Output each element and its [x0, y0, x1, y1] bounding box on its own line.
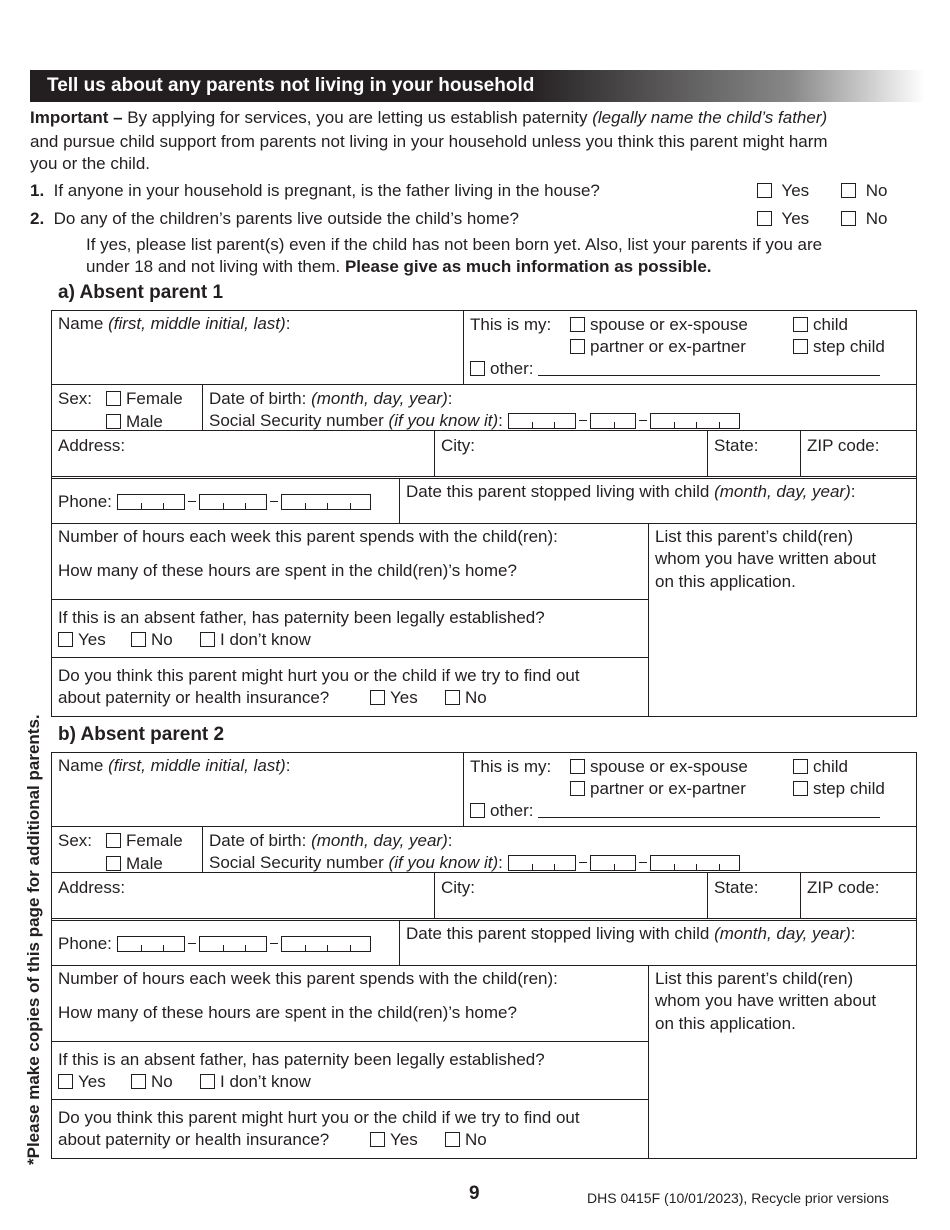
field-hint: (first, middle initial, last): [108, 756, 286, 775]
instructions-line-2: [86, 256, 712, 278]
rel-spouse-checkbox[interactable]: [570, 759, 585, 774]
side-note: *Please make copies of this page for additional parents.: [24, 714, 43, 1165]
hurt-no-option[interactable]: [445, 1129, 487, 1151]
rel-step-option[interactable]: [793, 336, 885, 358]
option-label: No: [151, 1072, 173, 1091]
hurt-no-checkbox[interactable]: [445, 690, 460, 705]
option-label: Female: [126, 389, 183, 408]
list-children-line-2: whom you have written about: [655, 549, 877, 568]
address-field[interactable]: Address:: [58, 878, 126, 897]
q2-yes-checkbox[interactable]: [757, 211, 772, 226]
other-input-line[interactable]: [538, 361, 880, 376]
rel-step-option[interactable]: [793, 778, 885, 800]
sex-label: Sex:: [58, 831, 93, 850]
intro-line-2: and pursue child support from parents not living in your household unless you think this parent might harm: [30, 132, 828, 151]
form-id: DHS 0415F (10/01/2023), Recycle prior versions: [587, 1190, 889, 1206]
field-colon: :: [447, 389, 453, 408]
intro-italic: (legally name the child’s father): [592, 108, 828, 127]
intro-text: By applying for services, you are letting us establish paternity: [122, 108, 593, 127]
no-label: No: [865, 181, 888, 200]
digit-boxes[interactable]: [508, 413, 576, 429]
intro-line-3: you or the child.: [30, 154, 151, 173]
option-label: other:: [490, 359, 534, 378]
paternity-unknown-checkbox[interactable]: [200, 1074, 215, 1089]
option-label: child: [813, 315, 848, 334]
parent-heading: a) Absent parent 1: [58, 282, 224, 303]
sex-male-option[interactable]: [106, 411, 163, 433]
hurt-yes-option[interactable]: [370, 687, 418, 709]
q1-no-checkbox[interactable]: [841, 183, 856, 198]
q1-no-option[interactable]: [841, 180, 887, 202]
no-label: No: [865, 209, 888, 228]
option-label: Female: [126, 831, 183, 850]
page-number: 9: [469, 1183, 480, 1204]
rel-spouse-option[interactable]: [570, 756, 748, 778]
hours-week-field[interactable]: Number of hours each week this parent spends with the child(ren):: [58, 969, 558, 988]
field-colon: :: [850, 482, 856, 501]
yes-label: Yes: [781, 209, 810, 228]
field-label: Date of birth:: [209, 389, 312, 408]
paternity-yes-checkbox[interactable]: [58, 632, 73, 647]
field-label: Phone:: [58, 492, 112, 511]
hurt-question-line-2: about paternity or health insurance?: [58, 688, 330, 707]
digit-boxes[interactable]: [117, 936, 185, 952]
list-children-line-1: List this parent’s child(ren): [655, 527, 854, 546]
ssn-field[interactable]: [209, 410, 740, 432]
option-label: spouse or ex-spouse: [590, 757, 748, 776]
option-label: spouse or ex-spouse: [590, 315, 748, 334]
section-header-bar: [30, 70, 925, 102]
hurt-yes-checkbox[interactable]: [370, 690, 385, 705]
field-label: Name: [58, 314, 109, 333]
city-field[interactable]: City:: [441, 436, 475, 455]
option-label: partner or ex-partner: [590, 779, 746, 798]
field-hint: (month, day, year): [311, 389, 448, 408]
digit-boxes[interactable]: [199, 494, 267, 510]
option-label: other:: [490, 801, 534, 820]
female-checkbox[interactable]: [106, 391, 121, 406]
option-label: Yes: [390, 1130, 418, 1149]
option-label: Yes: [390, 688, 418, 707]
female-checkbox[interactable]: [106, 833, 121, 848]
question-number: 1.: [30, 181, 45, 200]
field-hint: (month, day, year): [714, 924, 851, 943]
rel-spouse-checkbox[interactable]: [570, 317, 585, 332]
sex-female-option[interactable]: [106, 388, 183, 410]
sex-female-option[interactable]: [106, 830, 183, 852]
paternity-no-checkbox[interactable]: [131, 1074, 146, 1089]
field-colon: :: [498, 853, 503, 872]
q2-no-option[interactable]: [841, 208, 887, 230]
list-children-line-3: on this application.: [655, 572, 796, 591]
hurt-question-line-1: Do you think this parent might hurt you or the child if we try to find out: [58, 1108, 580, 1127]
option-label: Male: [126, 412, 163, 431]
rel-partner-option[interactable]: [570, 336, 746, 358]
other-input-line[interactable]: [538, 803, 880, 818]
male-checkbox[interactable]: [106, 856, 121, 871]
option-label: step child: [813, 337, 885, 356]
field-label: Date this parent stopped living with child: [406, 924, 715, 943]
digit-boxes[interactable]: [650, 413, 740, 429]
digit-boxes[interactable]: [590, 855, 636, 871]
hurt-question-line-1: Do you think this parent might hurt you or the child if we try to find out: [58, 666, 580, 685]
dob-field[interactable]: [209, 830, 452, 852]
option-label: I don’t know: [220, 1072, 311, 1091]
paternity-no-option[interactable]: [131, 629, 173, 651]
rel-other-option[interactable]: [470, 800, 880, 822]
hurt-no-checkbox[interactable]: [445, 1132, 460, 1147]
option-label: child: [813, 757, 848, 776]
rel-partner-checkbox[interactable]: [570, 339, 585, 354]
q1-yes-checkbox[interactable]: [757, 183, 772, 198]
option-label: Yes: [78, 1072, 106, 1091]
field-colon: :: [285, 314, 291, 333]
name-field[interactable]: [58, 313, 290, 335]
hurt-question-line-2: about paternity or health insurance?: [58, 1130, 330, 1149]
parent-heading: b) Absent parent 2: [58, 724, 225, 745]
field-label: Phone:: [58, 934, 112, 953]
option-label: I don’t know: [220, 630, 311, 649]
instructions-bold: Please give as much information as possible.: [344, 257, 712, 276]
field-hint: (month, day, year): [714, 482, 851, 501]
yes-label: Yes: [781, 181, 810, 200]
rel-partner-checkbox[interactable]: [570, 781, 585, 796]
list-children-line-3: on this application.: [655, 1014, 796, 1033]
question-2: [30, 208, 519, 230]
hurt-no-option[interactable]: [445, 687, 487, 709]
rel-step-checkbox[interactable]: [793, 339, 808, 354]
field-colon: :: [285, 756, 291, 775]
paternity-yes-option[interactable]: [58, 1071, 106, 1093]
field-colon: :: [850, 924, 856, 943]
field-hint: (if you know it): [388, 411, 499, 430]
field-hint: (month, day, year): [311, 831, 448, 850]
option-label: Male: [126, 854, 163, 873]
option-label: No: [465, 688, 487, 707]
paternity-unknown-option[interactable]: [200, 1071, 311, 1093]
paternity-no-option[interactable]: [131, 1071, 173, 1093]
phone-field[interactable]: [58, 491, 371, 513]
q1-yes-option[interactable]: [757, 180, 809, 202]
instructions-line-1: If yes, please list parent(s) even if the child has not been born yet. Also, list your parents if you are: [86, 235, 823, 254]
stopped-date-field[interactable]: [406, 923, 855, 945]
digit-boxes[interactable]: [508, 855, 576, 871]
hours-week-field[interactable]: Number of hours each week this parent spends with the child(ren):: [58, 527, 558, 546]
paternity-unknown-option[interactable]: [200, 629, 311, 651]
digit-boxes[interactable]: [281, 936, 371, 952]
digit-boxes[interactable]: [281, 494, 371, 510]
zip-field[interactable]: ZIP code:: [807, 878, 880, 897]
sex-male-option[interactable]: [106, 853, 163, 875]
hours-home-field[interactable]: How many of these hours are spent in the child(ren)’s home?: [58, 1003, 517, 1022]
question-number: 2.: [30, 209, 45, 228]
option-label: No: [151, 630, 173, 649]
question-text: Do any of the children’s parents live outside the child’s home?: [53, 209, 519, 228]
phone-field[interactable]: [58, 933, 371, 955]
rel-child-checkbox[interactable]: [793, 317, 808, 332]
rel-partner-option[interactable]: [570, 778, 746, 800]
dob-field[interactable]: [209, 388, 452, 410]
instructions-text: under 18 and not living with them.: [86, 257, 345, 276]
field-label: Date of birth:: [209, 831, 312, 850]
paternity-yes-option[interactable]: [58, 629, 106, 651]
state-field[interactable]: State:: [714, 436, 759, 455]
rel-other-option[interactable]: [470, 358, 880, 380]
rel-other-checkbox[interactable]: [470, 361, 485, 376]
list-children-line-1: List this parent’s child(ren): [655, 969, 854, 988]
option-label: Yes: [78, 630, 106, 649]
rel-spouse-option[interactable]: [570, 314, 748, 336]
field-colon: :: [498, 411, 503, 430]
relationship-label: This is my:: [470, 757, 552, 776]
important-label: Important –: [30, 108, 123, 127]
hurt-yes-option[interactable]: [370, 1129, 418, 1151]
option-label: partner or ex-partner: [590, 337, 746, 356]
field-hint: (if you know it): [388, 853, 499, 872]
question-1: [30, 180, 600, 202]
ssn-field[interactable]: [209, 852, 740, 874]
digit-boxes[interactable]: [199, 936, 267, 952]
name-field[interactable]: [58, 755, 290, 777]
relationship-label: This is my:: [470, 315, 552, 334]
section-title: Tell us about any parents not living in your household: [47, 75, 535, 96]
field-hint: (first, middle initial, last): [108, 314, 286, 333]
rel-step-checkbox[interactable]: [793, 781, 808, 796]
stopped-date-field[interactable]: [406, 481, 855, 503]
field-label: Name: [58, 756, 109, 775]
zip-field[interactable]: ZIP code:: [807, 436, 880, 455]
field-label: Social Security number: [209, 853, 389, 872]
paternity-yes-checkbox[interactable]: [58, 1074, 73, 1089]
q2-no-checkbox[interactable]: [841, 211, 856, 226]
option-label: step child: [813, 779, 885, 798]
state-field[interactable]: State:: [714, 878, 759, 897]
paternity-unknown-checkbox[interactable]: [200, 632, 215, 647]
list-children-line-2: whom you have written about: [655, 991, 877, 1010]
option-label: No: [465, 1130, 487, 1149]
rel-other-checkbox[interactable]: [470, 803, 485, 818]
male-checkbox[interactable]: [106, 414, 121, 429]
rel-child-option[interactable]: [793, 314, 848, 336]
rel-child-checkbox[interactable]: [793, 759, 808, 774]
field-label: Date this parent stopped living with child: [406, 482, 715, 501]
address-field[interactable]: Address:: [58, 436, 126, 455]
hurt-yes-checkbox[interactable]: [370, 1132, 385, 1147]
question-text: If anyone in your household is pregnant, is the father living in the house?: [53, 181, 600, 200]
sex-label: Sex:: [58, 389, 93, 408]
paternity-question: If this is an absent father, has paternity been legally established?: [58, 608, 545, 627]
digit-boxes[interactable]: [117, 494, 185, 510]
rel-child-option[interactable]: [793, 756, 848, 778]
paternity-question: If this is an absent father, has paternity been legally established?: [58, 1050, 545, 1069]
intro-line-1: [30, 107, 827, 129]
paternity-no-checkbox[interactable]: [131, 632, 146, 647]
city-field[interactable]: City:: [441, 878, 475, 897]
field-colon: :: [447, 831, 453, 850]
digit-boxes[interactable]: [650, 855, 740, 871]
digit-boxes[interactable]: [590, 413, 636, 429]
field-label: Social Security number: [209, 411, 389, 430]
q2-yes-option[interactable]: [757, 208, 809, 230]
hours-home-field[interactable]: How many of these hours are spent in the child(ren)’s home?: [58, 561, 517, 580]
